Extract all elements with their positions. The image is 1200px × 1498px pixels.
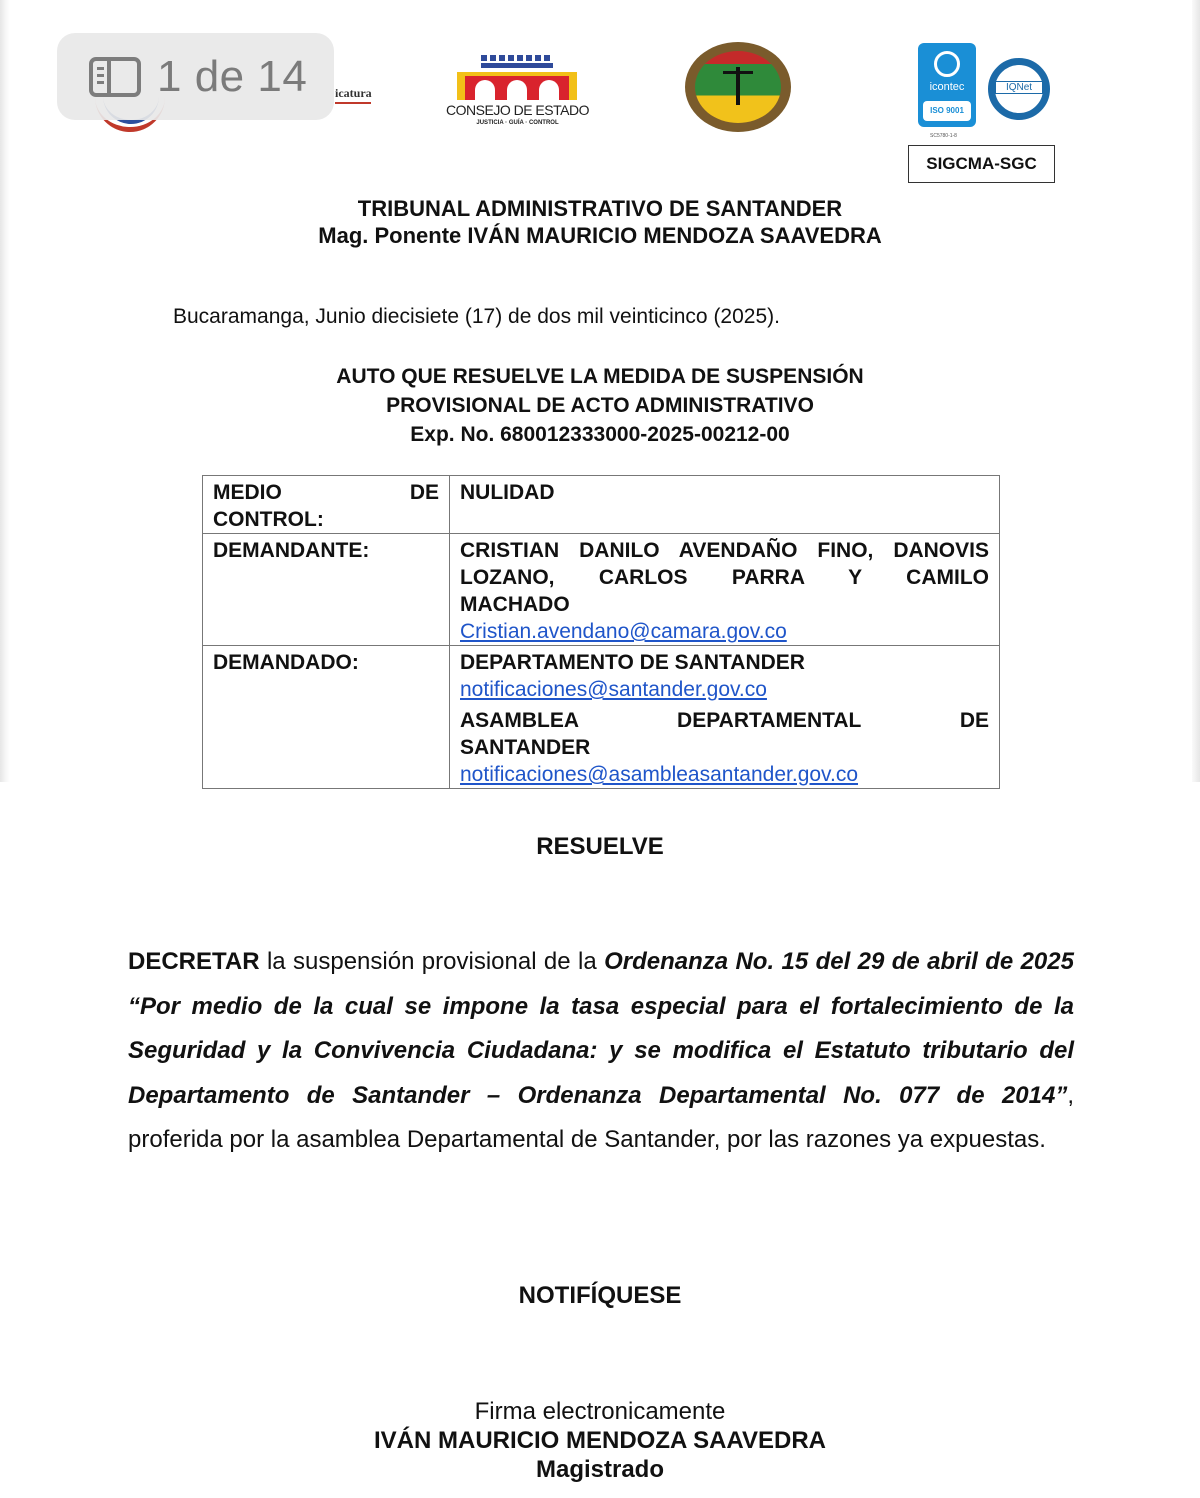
signer-name: IVÁN MAURICIO MENDOZA SAAVEDRA — [373, 1427, 826, 1454]
icontec-label: icontec — [929, 81, 965, 93]
resuelve-heading: RESUELVE — [536, 833, 664, 860]
table-row — [203, 646, 1000, 789]
consejo-window — [539, 80, 559, 100]
control-word: CONTROL: — [213, 508, 324, 531]
demandado-value — [450, 646, 1000, 789]
consejo-name: CONSEJO DE ESTADO — [446, 102, 589, 118]
tribunal-seal-logo — [685, 42, 791, 132]
sidebar-icon-line — [97, 81, 104, 84]
signer-role: Magistrado — [535, 1456, 664, 1483]
scale-post — [736, 67, 740, 105]
iso-label: ISO 9001 — [923, 101, 971, 121]
sigcma-box: SIGCMA-SGC — [908, 145, 1055, 183]
signature-note: Firma electronicamente — [474, 1398, 726, 1425]
sidebar-icon-line — [97, 67, 104, 70]
medio-label-line — [213, 479, 439, 506]
notifiquese-heading: NOTIFÍQUESE — [518, 1282, 682, 1309]
certificate-code: SC5780-1-8 — [930, 133, 957, 139]
demandante-names-line-2: LOZANO, CARLOS PARRA Y CAMILO — [460, 566, 989, 589]
decree-verb: DECRETAR — [128, 948, 260, 975]
demandante-label: DEMANDANTE: — [203, 534, 450, 646]
scales-of-justice-icon — [723, 67, 753, 105]
court-name: TRIBUNAL ADMINISTRATIVO DE SANTANDER — [357, 196, 843, 221]
demandado-1-email-link[interactable]: notificaciones@santander.gov.co — [460, 678, 767, 701]
case-number: Exp. No. 680012333000-2025-00212-00 — [410, 423, 790, 446]
consejo-roof-dots — [481, 55, 553, 61]
consejo-window — [475, 80, 495, 100]
sidebar-icon-line — [97, 74, 104, 77]
demandante-names-line-1: CRISTIAN DANILO AVENDAÑO FINO, DANOVIS — [460, 539, 989, 562]
sidebar-toggle-icon[interactable] — [89, 57, 141, 97]
demandante-value — [450, 534, 1000, 646]
consejo-de-estado-logo — [445, 52, 590, 132]
decree-paragraph — [128, 940, 1074, 1163]
page-count-label: 1 de 14 — [157, 51, 308, 101]
medio-de-control-value: NULIDAD — [450, 476, 1000, 534]
document-header — [0, 195, 1200, 249]
table-row — [203, 534, 1000, 646]
demandado-label: DEMANDADO: — [203, 646, 450, 789]
judicatura-partial-text: icatura — [335, 86, 372, 100]
ordinance-reference: Ordenanza No. 15 del 29 de abril de 2025 “Por medio de la cual se impone la tasa especial para el fortalecimiento de la Seguridad y la Convivencia Ciudadana: y se modifica el Estatuto tributario del Departamento de Santander – Ordenanza Departamental No. 077 de 2014” — [128, 948, 1074, 1109]
table-row — [203, 476, 1000, 534]
medio-word: MEDIO — [213, 481, 282, 504]
icontec-logo — [918, 43, 976, 127]
auto-title — [0, 362, 1200, 449]
demandante-email-link[interactable]: Cristian.avendano@camara.gov.co — [460, 620, 787, 643]
decree-text-1: la suspensión provisional de la — [259, 948, 605, 975]
demandado-2-name-line-2: SANTANDER — [460, 736, 591, 759]
consejo-window — [507, 80, 527, 100]
de-word: DE — [409, 481, 439, 504]
demandado-2-name-line-1: ASAMBLEA DEPARTAMENTAL DE — [460, 709, 989, 732]
consejo-roof — [481, 63, 553, 68]
place-date: Bucaramanga, Junio diecisiete (17) de dos mil veinticinco (2025). — [173, 305, 780, 328]
auto-title-line-2: PROVISIONAL DE ACTO ADMINISTRATIVO — [386, 394, 814, 417]
decree-text-2: , proferida por la asamblea Departamental de Santander, por las razones ya expuestas. — [128, 1081, 1074, 1153]
demandante-names-line-3: MACHADO — [460, 593, 570, 616]
iqnet-logo — [988, 58, 1050, 120]
demandado-2-email-link[interactable]: notificaciones@asambleasantander.gov.co — [460, 763, 859, 786]
demandado-1-name: DEPARTAMENTO DE SANTANDER — [460, 651, 805, 674]
judicatura-underline — [335, 102, 371, 104]
icontec-icon — [934, 51, 960, 77]
signature-block — [0, 1397, 1200, 1484]
parties-table — [202, 475, 1000, 789]
iqnet-label: IQNet — [995, 81, 1043, 94]
page-indicator[interactable] — [57, 33, 334, 120]
judge-name: Mag. Ponente IVÁN MAURICIO MENDOZA SAAVEDRA — [318, 223, 882, 248]
medio-de-control-label — [203, 476, 450, 534]
auto-title-line-1: AUTO QUE RESUELVE LA MEDIDA DE SUSPENSIÓN — [336, 365, 864, 388]
consejo-motto: JUSTICIA · GUÍA · CONTROL — [476, 120, 559, 126]
